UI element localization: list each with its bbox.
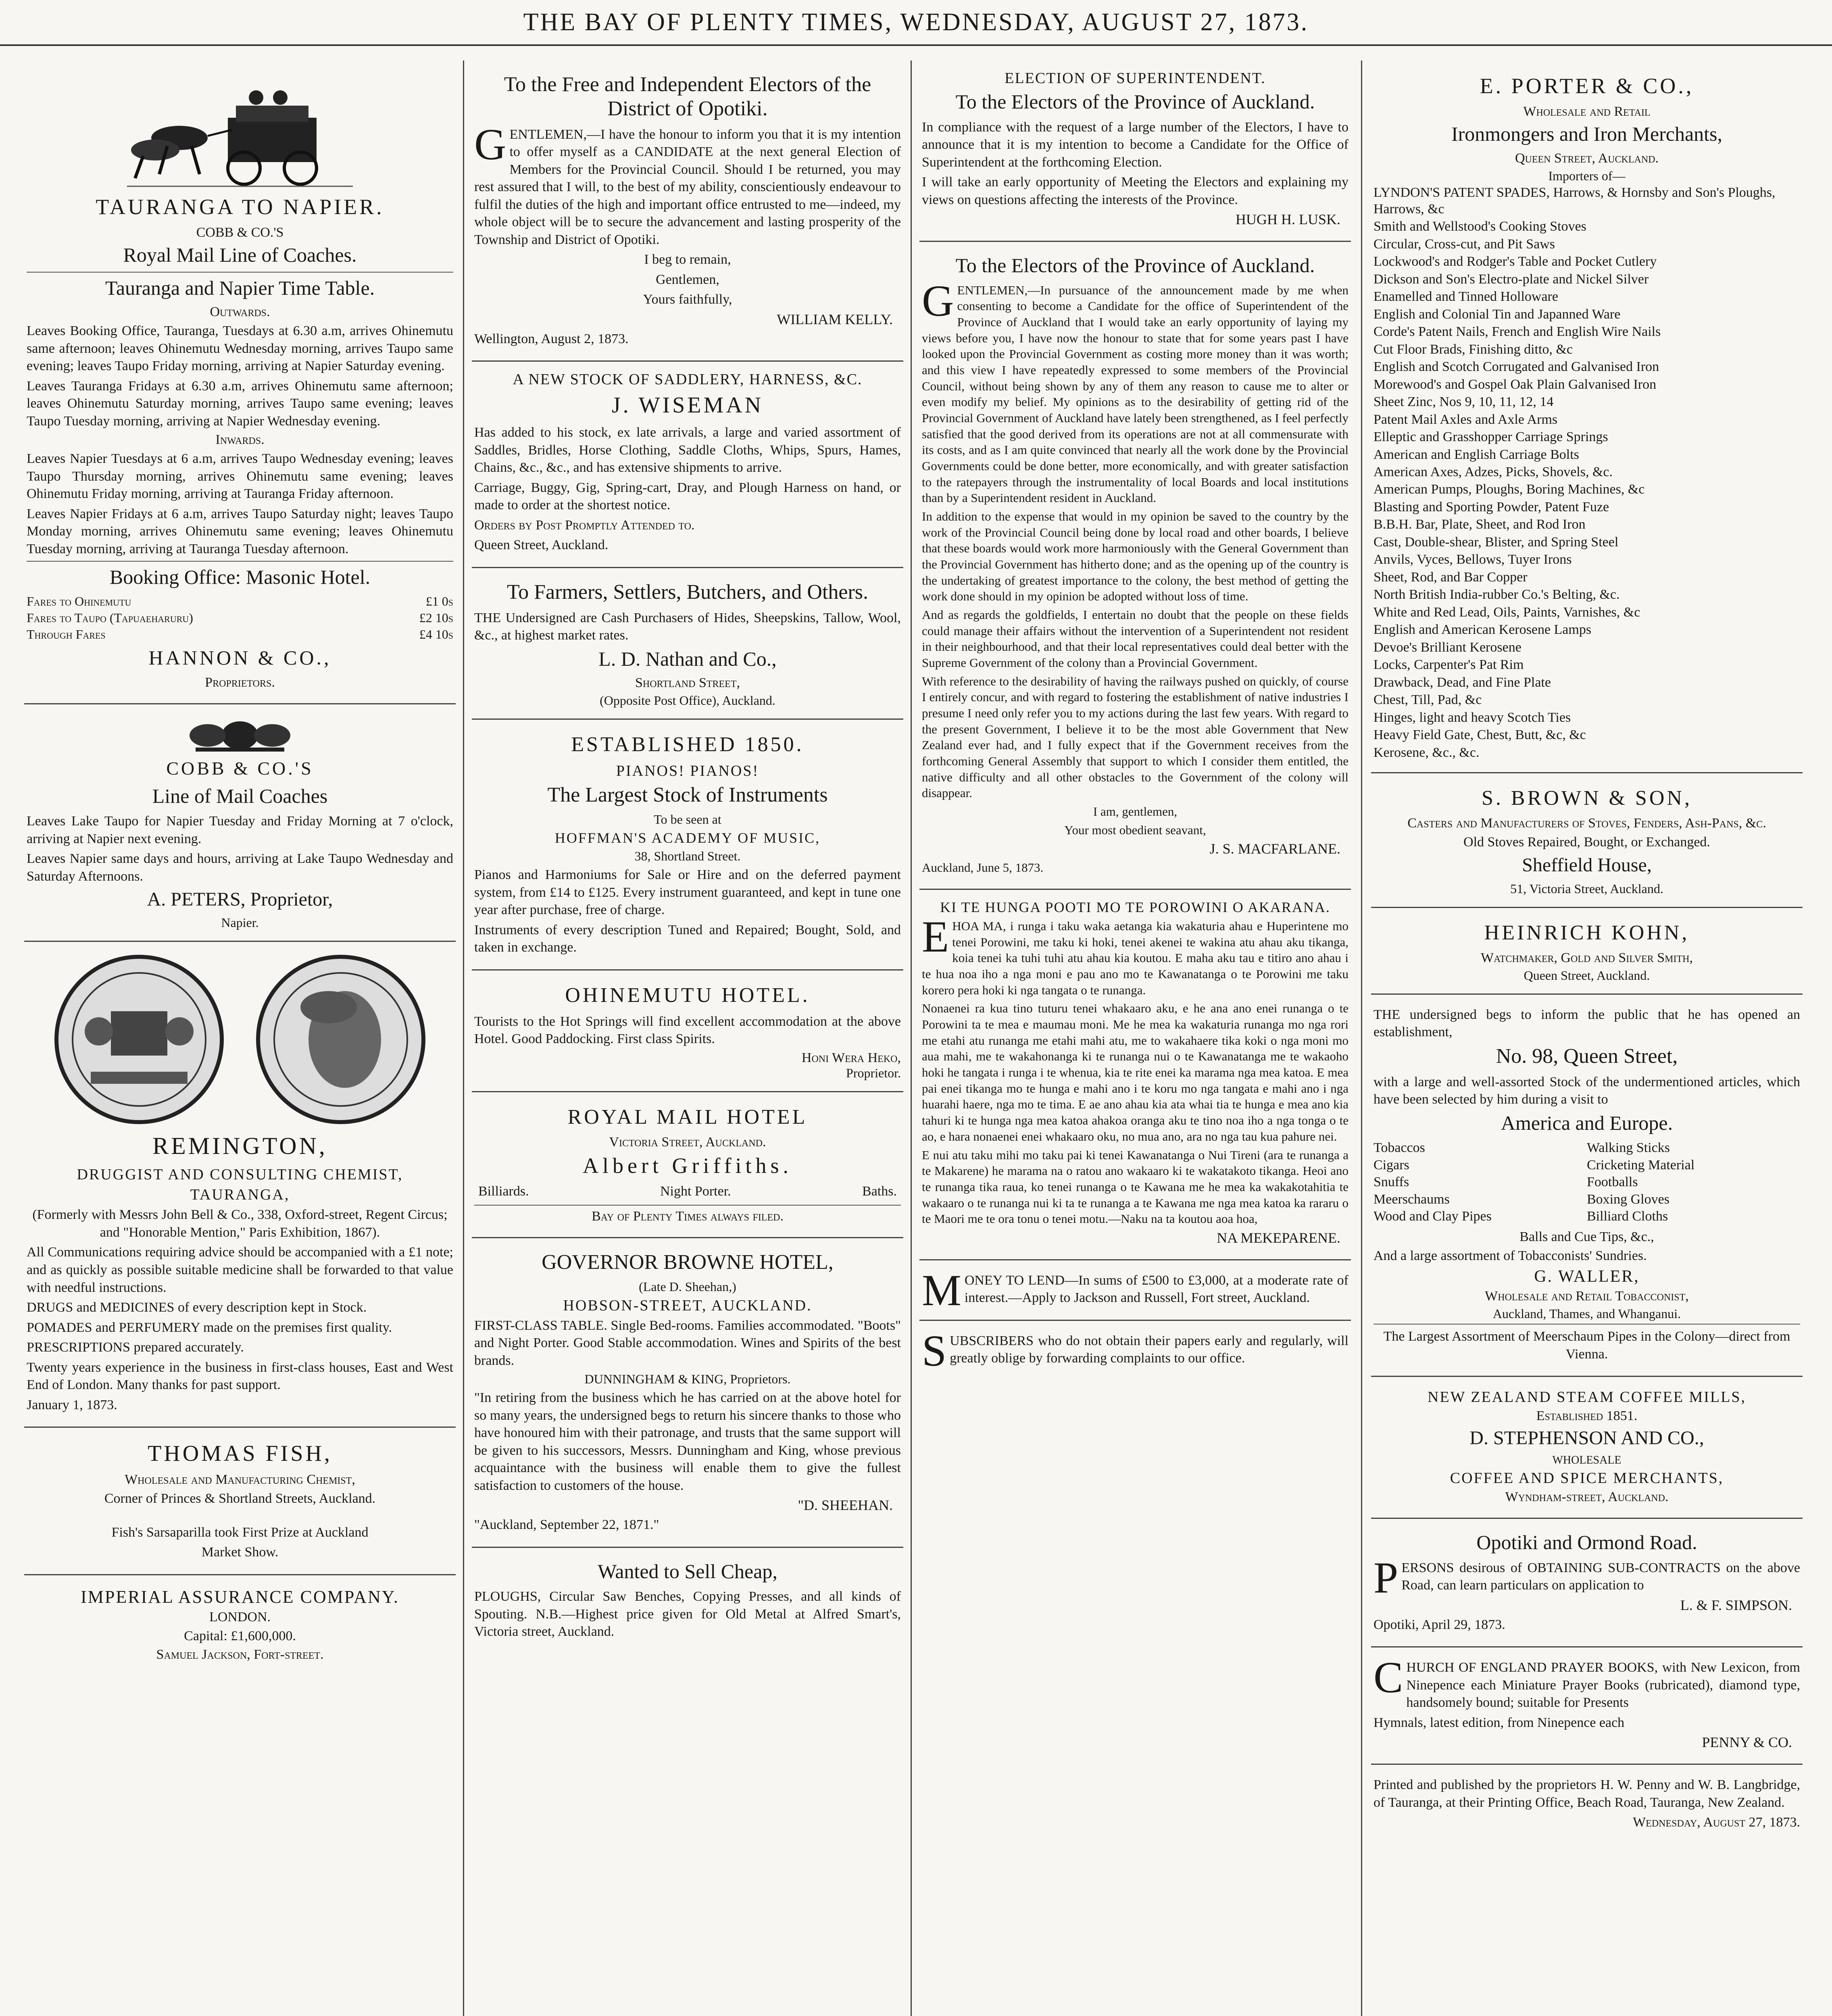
coffee-head: NEW ZEALAND STEAM COFFEE MILLS, xyxy=(1427,1389,1746,1406)
porter-name: E. PORTER & CO., xyxy=(1480,74,1694,98)
maori-text: E nui atu taku mihi mo taku pai ki tenei Kawanatanga o Nui Tireni (ara te runanga a te Makarene) he marama na o ratou ano wakaaro ki te wakatakoto tikanga. Heoi ano te runanga tika raua, ko tenei runanga o te Kawana me he mea ka wakakotahitia te wakaaro o te runanga nui ki ta te runanga a te Kawana me nga mea katoa ka rararu o te Maori me te ora tonu o tenei motu.—Naku na ta koutou aoa hoa, xyxy=(922,1148,1348,1226)
cobb2-line: Line of Mail Coaches xyxy=(152,784,328,807)
piano-seen: To be seen at xyxy=(654,812,721,827)
coffee-ad xyxy=(1371,1377,1803,1519)
waller-note: The Largest Assortment of Meerschaum Pipes in the Colony—direct from Vienna. xyxy=(1373,1324,1800,1363)
coach-line: Royal Mail Line of Coaches. xyxy=(123,244,357,266)
nathan-addr: Shortland Street, xyxy=(635,675,740,691)
road-head: Opotiki and Ormond Road. xyxy=(1476,1531,1697,1554)
porter-list-item: Lockwood's and Rodger's Table and Pocket Cutlery xyxy=(1373,254,1657,269)
waller-sub: Wholesale and Retail Tobacconist, xyxy=(1485,1289,1689,1304)
kelly-close: Yours faithfully, xyxy=(643,292,732,307)
waller-text: And a large assortment of Tobacconists' Sundries. xyxy=(1373,1248,1647,1263)
column-4 xyxy=(1371,60,1803,2016)
imprint-date: Wednesday, August 27, 1873. xyxy=(1633,1815,1800,1830)
nathan-ad xyxy=(472,568,903,720)
brown-ad xyxy=(1371,773,1803,908)
imprint-text: Printed and published by the proprietors H. W. Penny and W. B. Langbridge, of Tauranga, at their Printing Office, Beach Road, Tauranga, New Zealand. xyxy=(1373,1777,1800,1810)
column-rule xyxy=(463,60,464,2016)
hannon-sub: Proprietors. xyxy=(205,675,275,690)
inwards-text: Leaves Napier Tuesdays at 6 a.m, arrives Taupo Wednesday evening; leaves Taupo Thursday morning, arrives Ohinemutu same evening; leaves Ohinemutu Friday morning, arriving at Tauranga Friday afternoon. xyxy=(27,451,453,502)
royal-name: Albert Griffiths. xyxy=(583,1153,792,1178)
browne-quote-date: "Auckland, September 22, 1871." xyxy=(474,1517,659,1533)
porter-list-item: Sheet Zinc, Nos 9, 10, 11, 12, 14 xyxy=(1373,394,1554,410)
wiseman-text: Has added to his stock, ex late arrivals, a large and varied assortment of Saddles, Bridles, Horse Clothing, Saddle Cloths, Whips, Spurs, Hames, Chains, &c., &c., and has extensive shipments to arrive. xyxy=(474,425,901,475)
porter-list-item: Cut Floor Brads, Finishing ditto, &c xyxy=(1373,342,1573,357)
fare-row: Fares to Ohinemutu £1 0s xyxy=(27,594,453,608)
brown-text: Old Stoves Repaired, Bought, or Exchanged. xyxy=(1463,834,1710,850)
imperial-ad xyxy=(24,1575,456,1676)
porter-list-item: Elleptic and Grasshopper Carriage Springs xyxy=(1373,429,1608,445)
road-ad xyxy=(1371,1519,1803,1647)
wanted-ad xyxy=(472,1548,903,1654)
macfarlane-date: Auckland, June 5, 1873. xyxy=(922,860,1044,875)
browne-quote-sig: "D. SHEEHAN. xyxy=(798,1497,893,1514)
road-date: Opotiki, April 29, 1873. xyxy=(1373,1617,1505,1632)
wiseman-text: Queen Street, Auckland. xyxy=(474,537,609,553)
piano-ad xyxy=(472,720,903,970)
piano-sub: PIANOS! PIANOS! xyxy=(616,762,759,780)
wanted-text: PLOUGHS, Circular Saw Benches, Copying Presses, and all kinds of Spouting. N.B.—Highest price given for Old Metal at Alfred Smart's, Victoria street, Auckland. xyxy=(474,1589,901,1639)
fare-row: Fares to Taupo (Tapuaeharuru) £2 10s xyxy=(27,610,453,625)
kelly-signature: WILLIAM KELLY. xyxy=(777,311,893,327)
remington-ad xyxy=(24,942,456,1428)
wanted-head: Wanted to Sell Cheap, xyxy=(598,1560,777,1583)
cobb2-title: COBB & CO.'S xyxy=(166,758,314,779)
porter-list-item: Drawback, Dead, and Fine Plate xyxy=(1373,675,1551,690)
road-signature: L. & F. SIMPSON. xyxy=(1680,1597,1792,1613)
money-ad xyxy=(919,1260,1351,1321)
macfarlane-signature: J. S. MACFARLANE. xyxy=(1209,841,1340,857)
remington-text: POMADES and PERFUMERY made on the premises first quality. xyxy=(27,1320,392,1335)
remington-name: REMINGTON, xyxy=(152,1133,327,1160)
cobb2-text: Leaves Lake Taupo for Napier Tuesday and Friday Morning at 7 o'clock, arriving at Napier next evening. xyxy=(27,814,453,846)
fish-name: THOMAS FISH, xyxy=(148,1441,332,1466)
macfarlane-close: Your most obedient seavant, xyxy=(1064,823,1206,837)
wiseman-head: A NEW STOCK OF SADDLERY, HARNESS, &C. xyxy=(513,371,863,388)
macfarlane-text: With reference to the desirability of having the railways pushed on quickly, of course I entirely concur, and with regard to fostering the establishment of native industries I presume I need only refer you to my actions during the last few years. With regard to the present Government, I believe it to be the most able Government that New Zealand ever had, and I fully expect that if the Government receives from the forthcoming General Assembly that support to which I consider them entitled, the native difficulty and all other obstacles to the Government of the colony will disappear. xyxy=(922,674,1348,800)
ohinemutu-head: OHINEMUTU HOTEL. xyxy=(565,983,810,1007)
ohinemutu-sig: Honi Wera Heko, xyxy=(801,1050,901,1065)
coach-company: COBB & CO.'S xyxy=(196,225,284,240)
porter-list-item: White and Red Lead, Oils, Paints, Varnishes, &c xyxy=(1373,604,1640,620)
macfarlane-text: In addition to the expense that would in my opinion be saved to the country by the work of the Provincial Council being done by local road and other boards, I believe that these boards would work more harmoniously with the General Government than the Provincial Government has hitherto done; and as the opening up of the country is the undertaking of greatest importance to the colony, the best method of getting the work done should in my opinion be adopted without loss of time. xyxy=(922,509,1348,604)
browne-props: DUNNINGHAM & KING, Proprietors. xyxy=(584,1372,791,1387)
porter-sub: Wholesale and Retail xyxy=(1523,104,1651,119)
nathan-name: L. D. Nathan and Co., xyxy=(598,647,777,670)
column-2 xyxy=(472,60,903,2016)
fish-note: Market Show. xyxy=(201,1545,279,1560)
porter-list-item: American Axes, Adzes, Picks, Shovels, &c. xyxy=(1373,464,1613,479)
imperial-agent: Samuel Jackson, Fort-street. xyxy=(156,1647,324,1662)
kelly-title: To the Free and Independent Electors of the District of Opotiki. xyxy=(504,73,871,120)
fish-note: Fish's Sarsaparilla took First Prize at Auckland xyxy=(111,1524,369,1540)
brown-house: Sheffield House, xyxy=(1522,854,1652,876)
lusk-ad xyxy=(919,60,1351,242)
waller-ad xyxy=(1371,995,1803,1377)
porter-list-item: LYNDON'S PATENT SPADES, Harrows, & Hornsby and Son's Ploughs, Harrows, &c xyxy=(1373,185,1776,217)
kohn-addr: Queen Street, Auckland. xyxy=(1524,968,1650,983)
porter-ad xyxy=(1371,60,1803,773)
piano-head: ESTABLISHED 1850. xyxy=(571,733,804,756)
porter-importers: Importers of— xyxy=(1548,168,1626,183)
nathan-text: THE Undersigned are Cash Purchasers of Hides, Sheepskins, Tallow, Wool, &c., at highest market rates. xyxy=(474,610,901,643)
remington-text: DRUGS and MEDICINES of every description kept in Stock. xyxy=(27,1300,367,1315)
peters-name: A. PETERS, Proprietor, xyxy=(147,889,333,910)
browne-text: FIRST-CLASS TABLE. Single Bed-rooms. Families accommodated. "Boots" and Night Porter. Good Stable accommodation. Wines and Spirits of the best brands. xyxy=(474,1318,901,1368)
porter-list-item: Locks, Carpenter's Pat Rim xyxy=(1373,657,1524,673)
waller-items-tail: Balls and Cue Tips, &c., xyxy=(1519,1229,1654,1244)
remington-note: (Formerly with Messrs John Bell & Co., 338, Oxford-street, Regent Circus; and "Honorable Mention," Paris Exhibition, 1867). xyxy=(32,1207,448,1240)
prayer-book-ad xyxy=(1371,1647,1803,1765)
porter-list-item: English and Colonial Tin and Japanned Ware xyxy=(1373,306,1621,322)
lusk-signature: HUGH H. LUSK. xyxy=(1236,211,1340,228)
waller-items: Tobaccos Walking Sticks Cigars Cricketing Material Snuffs Footballs Meerschaums Boxing Gloves Wood and Clay Pipes Billiard Cloths xyxy=(1373,1140,1695,1224)
browne-head: GOVERNOR BROWNE HOTEL, xyxy=(542,1250,834,1274)
money-text: MONEY TO LEND—In sums of £500 to £3,000, at a moderate rate of interest.—Apply to Jackson and Russell, Fort street, Auckland. xyxy=(922,1265,1348,1315)
column-rule xyxy=(911,60,912,2016)
kelly-close: I beg to remain, xyxy=(644,252,731,267)
porter-addr: Queen Street, Auckland. xyxy=(1515,150,1659,166)
royal-head: ROYAL MAIL HOTEL xyxy=(567,1105,808,1129)
remington-text: PRESCRIPTIONS prepared accurately. xyxy=(27,1340,244,1355)
prayer-text: CHURCH OF ENGLAND PRAYER BOOKS, with New Lexicon, from Ninepence each Miniature Prayer Books (rubricated), diamond type, handsomely bound; suitable for Presents xyxy=(1373,1653,1800,1710)
browne-ad xyxy=(472,1238,903,1548)
subscribers-text: SUBSCRIBERS who do not obtain their papers early and regularly, will greatly oblige by forwarding complaints to our office. xyxy=(922,1326,1348,1375)
remington-text: All Communications requiring advice should be accompanied with a £1 note; and as quickly as possible suitable medicine shall be forwarded to that value with needful instructions. xyxy=(27,1245,453,1295)
maori-head: KI TE HUNGA POOTI MO TE POROWINI O AKARANA. xyxy=(940,899,1330,916)
piano-addr: 38, Shortland Street. xyxy=(634,849,741,863)
brown-name: S. BROWN & SON, xyxy=(1482,786,1692,810)
kohn-name: HEINRICH KOHN, xyxy=(1484,921,1690,944)
maori-text: Nonaenei ra kua tino tuturu tenei whakaaro aku, e he ana ano enei runanga o te Porowini ta te mea e maumau moni. Me he mea ka wakaturia runanga mo nga rori me etahi atu runanga me etahi mahi atu, me to wakahaere tika koki o nga moni mo aua mahi, me te wakahonanga ki te runanga nui o te Kawanatanga me te wakaoho hoki he tangata i runga i te whenua, kia te rite enei ka marama nga mea katoa. E mea pai enei tikanga mo te hunga e mahi ano i te koru mo nga tangata e mahi ano i nga huarahi haere, nga mo te tima. E ae ano ahau kia ata whai tia te hunga e mea ano kia tahuri ki te hunga nga mea katoa ahakoa oranga aku te tino noa iho a nga tonga o te ao, e hara nonaenei enei whakaaro oku, no mua ano, ara no nga tau kua pahure nei. xyxy=(922,1001,1348,1143)
inwards-label: Inwards. xyxy=(215,432,265,448)
maori-notice xyxy=(919,890,1351,1260)
remington-sub: DRUGGIST AND CONSULTING CHEMIST, xyxy=(77,1166,403,1183)
porter-list-item: Enamelled and Tinned Holloware xyxy=(1373,289,1558,304)
booking-office: Booking Office: Masonic Hotel. xyxy=(27,561,453,589)
porter-list-item: Smith and Wellstood's Cooking Stoves xyxy=(1373,219,1586,234)
ohinemutu-text: Tourists to the Hot Springs will find excellent accommodation at the above Hotel. Good Paddocking. First class Spirits. xyxy=(474,1014,901,1047)
porter-list-item: American Pumps, Ploughs, Boring Machines, &c xyxy=(1373,482,1645,497)
macfarlane-title: To the Electors of the Province of Auckland. xyxy=(955,254,1315,277)
lusk-text: In compliance with the request of a large number of the Electors, I have to announce that it is my intention to become a Candidate for the Office of Superintendent at the forthcoming Election. xyxy=(922,119,1348,170)
ohinemutu-ad xyxy=(472,971,903,1092)
nathan-addr: (Opposite Post Office), Auckland. xyxy=(600,693,775,708)
masthead: THE BAY OF PLENTY TIMES, WEDNESDAY, AUGUST 27, 1873. xyxy=(0,0,1832,46)
outwards-text: Leaves Tauranga Fridays at 6.30 a.m, arrives Ohinemutu same afternoon; leaves Ohinemutu Saturday morning, arrives Taupo same evening; leaves Taupo Tuesday morning, arriving at Napier Wednesday evening. xyxy=(27,378,453,429)
browne-quote: "In retiring from the business which he has carried on at the above hotel for so many years, the undersigned begs to return his sincere thanks to those who have honoured him with their patronage, and trusts that the same support will be given to his successors, Messrs. Dunningham and King, whose previous acquaintance with the business will enable them to give the fullest satisfaction to customers of the house. xyxy=(474,1390,901,1493)
coffee-est: Established 1851. xyxy=(1536,1408,1638,1424)
lusk-text: I will take an early opportunity of Meeting the Electors and explaining my views on questions affecting the interests of the Province. xyxy=(922,175,1348,207)
cobb2-text: Leaves Napier same days and hours, arriving at Lake Taupo Wednesday and Saturday Afternoons. xyxy=(27,851,453,884)
macfarlane-text: GENTLEMEN,—In pursuance of the announcement made by me when consenting to become a Candidate for the office of Superintendent of the Province of Auckland that I would take an early opportunity of laying my views before you, I have now the honour to state that for some years past I have looked upon the Provincial Government as costing more money than it was worth; and this view I have repeatedly expressed to some members of the Provincial Council, without being shown by any of them any reason to cause me to alter or even modify my belief. My opinions as to the desirability of getting rid of the Provincial Government of Auckland have lately been strengthened, as I feel perfectly satisfied that the good derived from its operations are not at all commensurate with its costs, and as I am quite convinced that nearly all the work done by the Provincial Governments could be done better, more economically, and with greater satisfaction to the ratepayers through the instrumentality of local Boards and local institutions than by a Superintendent resident in Auckland. xyxy=(922,276,1348,505)
kelly-ad xyxy=(472,60,903,362)
waller-number: No. 98, Queen Street, xyxy=(1496,1044,1678,1068)
timetable-title: Tauranga and Napier Time Table. xyxy=(27,272,453,300)
column-3 xyxy=(919,60,1351,2016)
brown-sub: Casters and Manufacturers of Stoves, Fenders, Ash-Pans, &c. xyxy=(1407,815,1766,831)
porter-list-item: English and American Kerosene Lamps xyxy=(1373,622,1592,637)
porter-list-item: Circular, Cross-cut, and Pit Saws xyxy=(1373,236,1555,252)
porter-list-item: B.B.H. Bar, Plate, Sheet, and Rod Iron xyxy=(1373,517,1586,532)
kohn-ad xyxy=(1371,908,1803,995)
peters-place: Napier. xyxy=(221,915,259,930)
macfarlane-text: And as regards the goldfields, I entertain no doubt that the people on these fields could manage their affairs without the intervention of a Superintendent not resident in their neighbourhood, and that their local representatives could deal better with the Supreme Government of the colony than a Provincial Government. xyxy=(922,608,1348,670)
kelly-close: Gentlemen, xyxy=(656,272,719,287)
coach-ad xyxy=(24,60,456,704)
piano-text: Pianos and Harmoniums for Sale or Hire and on the deferred payment system, from £14 to £125. Every instrument guaranteed, and kept in tune one year after purchase, free of charge. xyxy=(474,867,901,918)
imprint xyxy=(1371,1765,1803,1844)
royal-addr: Victoria Street, Auckland. xyxy=(609,1134,766,1150)
porter-list-item: Sheet, Rod, and Bar Copper xyxy=(1373,569,1528,585)
column-1 xyxy=(24,60,456,2016)
prayer-hymn: Hymnals, latest edition, from Ninepence each xyxy=(1373,1715,1625,1730)
waller-text: with a large and well-assorted Stock of the undermentioned articles, which have been selected by him during a visit to xyxy=(1373,1074,1800,1107)
coat-of-arms-icon xyxy=(179,713,300,754)
imperial-capital: Capital: £1,600,000. xyxy=(184,1628,296,1643)
brown-addr: 51, Victoria Street, Auckland. xyxy=(1510,881,1663,896)
royal-items: Billiards. Night Porter. Baths. xyxy=(478,1183,897,1199)
porter-list-item: English and Scotch Corrugated and Galvanised Iron xyxy=(1373,359,1659,375)
wiseman-ad xyxy=(472,362,903,568)
porter-list xyxy=(1373,184,1800,761)
waller-name: G. WALLER, xyxy=(1534,1267,1640,1286)
stagecoach-engraving-icon xyxy=(127,69,353,190)
ohinemutu-sig: Proprietor. xyxy=(846,1065,901,1080)
coffee-wholesale: WHOLESALE xyxy=(1552,1454,1621,1467)
outwards-label: Outwards. xyxy=(210,304,270,319)
piano-title: The Largest Stock of Instruments xyxy=(547,783,828,807)
cobb-mail-ad xyxy=(24,704,456,942)
kelly-date: Wellington, August 2, 1873. xyxy=(474,331,629,346)
maori-signature: NA MEKEPARENE. xyxy=(1217,1229,1340,1246)
porter-list-item: Dickson and Son's Electro-plate and Nickel Silver xyxy=(1373,271,1649,287)
porter-list-item: Hinges, light and heavy Scotch Ties xyxy=(1373,710,1571,725)
column-rule xyxy=(1361,60,1362,2016)
remington-place: TAURANGA, xyxy=(190,1186,290,1204)
subscribers-notice xyxy=(919,1321,1351,1380)
coffee-sub: COFFEE AND SPICE MERCHANTS, xyxy=(1450,1470,1724,1487)
royal-mail-ad xyxy=(472,1092,903,1238)
nathan-head: To Farmers, Settlers, Butchers, and Others. xyxy=(506,580,869,604)
waller-place: America and Europe. xyxy=(1501,1111,1673,1134)
porter-list-item: Morewood's and Gospel Oak Plain Galvanised Iron xyxy=(1373,377,1657,392)
piano-text: Instruments of every description Tuned and Repaired; Bought, Sold, and taken in exchange. xyxy=(474,922,901,955)
prayer-signature: PENNY & CO. xyxy=(1702,1734,1792,1751)
porter-list-item: Kerosene, &c., &c. xyxy=(1373,745,1480,760)
porter-list-item: Blasting and Sporting Powder, Patent Fuze xyxy=(1373,499,1609,514)
coffee-name: D. STEPHENSON AND CO., xyxy=(1469,1427,1704,1449)
road-text: PERSONS desirous of OBTAINING SUB-CONTRACTS on the above Road, can learn particulars on application to xyxy=(1373,1553,1800,1602)
remington-text: January 1, 1873. xyxy=(27,1397,117,1412)
fish-sub: Wholesale and Manufacturing Chemist, xyxy=(125,1472,355,1487)
porter-list-item: North British India-rubber Co.'s Belting, &c. xyxy=(1373,587,1620,602)
browne-addr: HOBSON-STREET, AUCKLAND. xyxy=(563,1297,812,1314)
piano-academy: HOFFMAN'S ACADEMY OF MUSIC, xyxy=(554,830,821,846)
porter-list-item: American and English Carriage Bolts xyxy=(1373,447,1579,462)
fish-addr: Corner of Princes & Shortland Streets, Auckland. xyxy=(104,1491,376,1506)
porter-list-item: Devoe's Brilliant Kerosene xyxy=(1373,639,1521,655)
inwards-text: Leaves Napier Fridays at 6 a.m, arrives Taupo Saturday night; leaves Taupo Monday morning, arrives Ohinemutu same evening; leaves Ohinemutu Tuesday morning, arriving at Tauranga Tuesday afternoon. xyxy=(27,506,453,556)
imperial-name: IMPERIAL ASSURANCE COMPANY. xyxy=(81,1587,399,1607)
porter-list-item: Chest, Till, Pad, &c xyxy=(1373,692,1482,708)
kelly-text: GENTLEMEN,—I have the honour to inform you that it is my intention to offer myself as a CANDIDATE at the next general Election of Members for the Provincial Council. Should I be returned, you may rest assured that I will, to the best of my ability, conscientiously endeavour to fulfil the duties of the high and important office entrusted to me—indeed, my whole object will be to secure the advancement and lasting prosperity of the Township and District of Opotiki. xyxy=(474,119,901,247)
porter-list-item: Cast, Double-shear, Blister, and Spring Steel xyxy=(1373,534,1619,550)
remington-text: Twenty years experience in the business in first-class houses, East and West End of London. Many thanks for past support. xyxy=(27,1360,453,1393)
waller-places: Auckland, Thames, and Whanganui. xyxy=(1492,1306,1681,1321)
macfarlane-close: I am, gentlemen, xyxy=(1093,804,1178,819)
coffee-addr: Wyndham-street, Auckland. xyxy=(1505,1489,1669,1505)
wiseman-text: Carriage, Buggy, Gig, Spring-cart, Dray, and Plough Harness on hand, or made to order at the shortest notice. xyxy=(474,480,901,513)
maori-text: EHOA MA, i runga i taku waka aetanga kia wakaturia ahau e Huperintene mo tenei Porowini, me taku ki hoki, tenei akenei te wakina atu ahau aku tikanga, koia tenei ka tuhi tuhi atu ahau kia koutou. E maha aku tau e titiro ano ahau i te hua noa iho a nga moni e pau ano mo te Kawanatanga o te Porowini me taku korero pera hoki ki nga tangata o te runanga. xyxy=(922,912,1348,997)
hannon-name: HANNON & CO., xyxy=(148,646,331,669)
fish-ad xyxy=(24,1428,456,1575)
porter-list-item: Patent Mail Axles and Axle Arms xyxy=(1373,412,1558,427)
lusk-label: ELECTION OF SUPERINTENDENT. xyxy=(1005,70,1266,87)
prize-medals-icon xyxy=(38,951,442,1128)
macfarlane-ad xyxy=(919,242,1351,890)
kohn-sub: Watchmaker, Gold and Silver Smith, xyxy=(1481,950,1693,965)
royal-note: Bay of Plenty Times always filed. xyxy=(474,1205,901,1224)
wiseman-name: J. WISEMAN xyxy=(611,393,764,418)
porter-list-item: Anvils, Vyces, Bellows, Tuyer Irons xyxy=(1373,552,1572,567)
waller-text: THE undersigned begs to inform the public that he has opened an establishment, xyxy=(1373,1007,1800,1040)
porter-list-item: Heavy Field Gate, Chest, Butt, &c, &c xyxy=(1373,727,1586,743)
wiseman-text: Orders by Post Promptly Attended to. xyxy=(474,517,695,533)
browne-late: (Late D. Sheehan,) xyxy=(639,1279,736,1294)
coach-title: TAURANGA TO NAPIER. xyxy=(96,195,384,219)
imperial-place: LONDON. xyxy=(209,1609,271,1624)
lusk-title: To the Electors of the Province of Auckland. xyxy=(955,90,1315,113)
porter-list-item: Corde's Patent Nails, French and English Wire Nails xyxy=(1373,324,1661,339)
fare-row: Through Fares £4 10s xyxy=(27,627,453,641)
outwards-text: Leaves Booking Office, Tauranga, Tuesdays at 6.30 a.m, arrives Ohinemutu same afternoon; leaves Ohinemutu Wednesday morning, arrives Taupo same evening; leaves Taupo Friday morning, arriving at Napier Saturday evening. xyxy=(27,323,453,374)
porter-title: Ironmongers and Iron Merchants, xyxy=(1451,123,1723,145)
